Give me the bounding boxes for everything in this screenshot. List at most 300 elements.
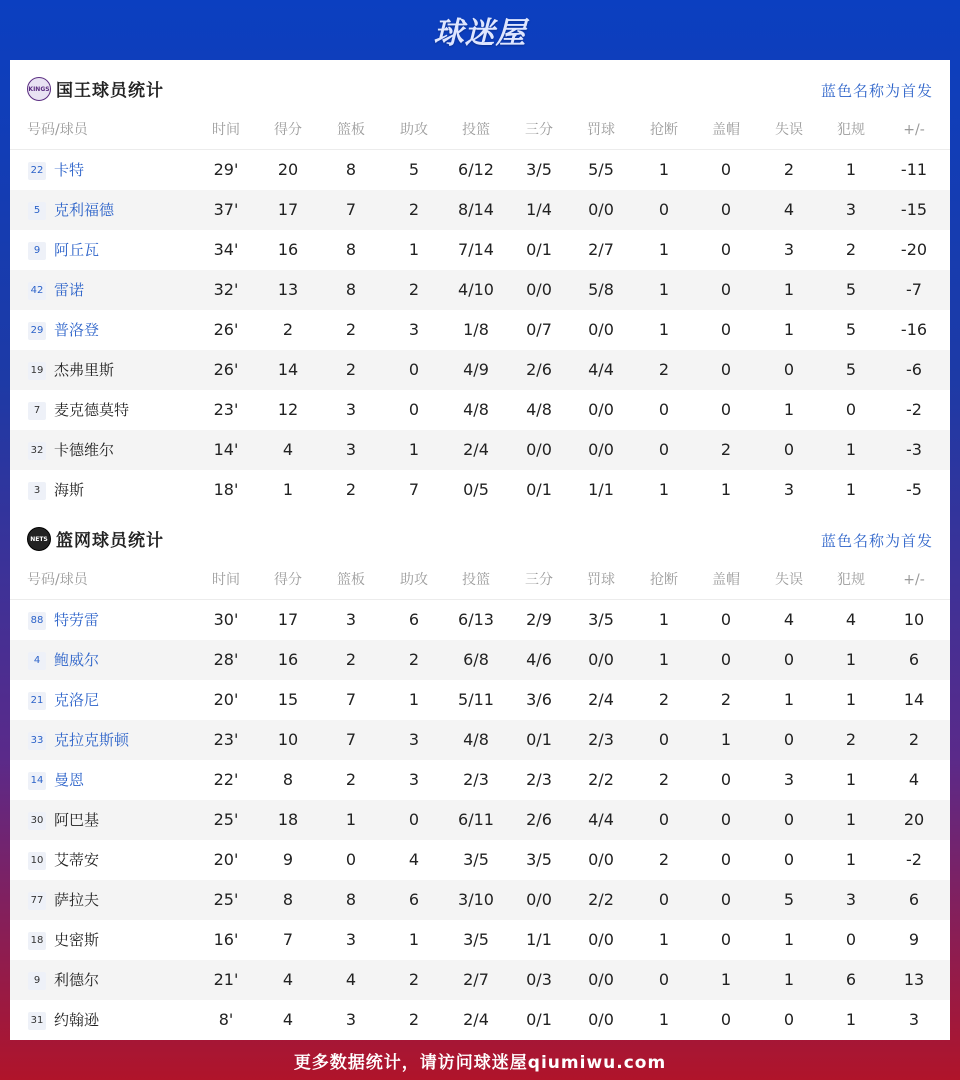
- stat-cell: 0: [720, 160, 732, 179]
- stat-cell: 1: [720, 730, 732, 749]
- stat-cell: 0/5: [463, 480, 489, 499]
- stat-cell: 0/1: [526, 730, 552, 749]
- stat-cell: 21': [213, 970, 239, 989]
- table-row[interactable]: [10, 960, 950, 1000]
- stat-cell: 2/3: [588, 730, 614, 749]
- table-row[interactable]: [10, 760, 950, 800]
- stat-cell: 1: [408, 240, 420, 259]
- stat-cell: 4/9: [463, 360, 489, 379]
- column-header: 时间: [212, 572, 240, 588]
- stat-cell: 1: [845, 440, 857, 459]
- stat-cell: 1: [845, 160, 857, 179]
- stat-cell: 26': [213, 360, 239, 379]
- stat-cell: 6/12: [458, 160, 494, 179]
- stat-cell: 7: [345, 200, 357, 219]
- stat-cell: 3: [345, 400, 357, 419]
- table-header-row: [10, 560, 950, 600]
- stat-cell: 3/5: [588, 610, 614, 629]
- stat-cell: 1/4: [526, 200, 552, 219]
- jersey-number-badge: 3: [28, 482, 46, 500]
- stat-cell: 0: [658, 810, 670, 829]
- stat-cell: 32': [213, 280, 239, 299]
- stat-cell: 0: [408, 360, 420, 379]
- player-name[interactable]: 普洛登: [54, 321, 100, 339]
- jersey-number-badge: 29: [28, 322, 46, 340]
- stat-cell: 1: [408, 440, 420, 459]
- stat-cell: 5: [845, 320, 857, 339]
- stat-cell: 18: [277, 810, 299, 829]
- stat-cell: 2: [845, 730, 857, 749]
- stat-cell: 2: [658, 690, 670, 709]
- stat-cell: 8: [282, 770, 294, 789]
- stat-cell: 2: [658, 770, 670, 789]
- stat-cell: 2/2: [588, 890, 614, 909]
- stat-cell: 10: [903, 610, 925, 629]
- table-header-row: [10, 110, 950, 150]
- player-name[interactable]: 鲍威尔: [54, 651, 100, 669]
- stat-cell: 3: [345, 440, 357, 459]
- stat-cell: 1: [783, 970, 795, 989]
- stat-cell: 1: [658, 280, 670, 299]
- stat-cell: 4/4: [588, 360, 614, 379]
- stat-cell: 0: [408, 810, 420, 829]
- stat-cell: 3: [783, 240, 795, 259]
- column-header: 犯规: [837, 122, 865, 138]
- player-name[interactable]: 雷诺: [54, 281, 85, 299]
- stat-cell: 13: [903, 970, 925, 989]
- stat-cell: 1: [720, 970, 732, 989]
- section-title-bar: [10, 60, 950, 110]
- stat-cell: 5: [845, 360, 857, 379]
- stat-cell: 1: [658, 610, 670, 629]
- player-name[interactable]: 特劳雷: [54, 611, 100, 629]
- column-header: 得分: [274, 572, 302, 588]
- stat-cell: 26': [213, 320, 239, 339]
- stat-cell: 3: [845, 890, 857, 909]
- stat-cell: 6/11: [458, 810, 494, 829]
- stat-cell: 4: [282, 970, 294, 989]
- table-row[interactable]: [10, 840, 950, 880]
- stat-cell: 15: [277, 690, 299, 709]
- stat-cell: 23': [213, 400, 239, 419]
- brand-logo: 球迷屋: [433, 16, 527, 51]
- table-row[interactable]: [10, 350, 950, 390]
- player-name[interactable]: 阿巴基: [54, 811, 100, 829]
- stat-cell: 1: [658, 480, 670, 499]
- stat-cell: 4/8: [463, 400, 489, 419]
- player-name[interactable]: 克洛尼: [54, 691, 100, 709]
- starter-note: 蓝色名称为首发: [820, 532, 933, 550]
- stat-cell: -11: [900, 160, 928, 179]
- stats-panel: [10, 60, 950, 1040]
- column-header: 助攻: [400, 122, 428, 138]
- stat-cell: 1: [658, 240, 670, 259]
- stat-cell: 1: [845, 650, 857, 669]
- jersey-number-cell: [27, 430, 47, 470]
- stat-cell: 2: [345, 320, 357, 339]
- stat-cell: 4/8: [463, 730, 489, 749]
- jersey-number-badge: 9: [28, 972, 46, 990]
- stat-cell: 16': [213, 930, 239, 949]
- stat-cell: 28': [213, 650, 239, 669]
- stat-cell: 1: [658, 320, 670, 339]
- stat-cell: 7/14: [458, 240, 494, 259]
- stat-cell: 2: [408, 1010, 420, 1029]
- stat-cell: -20: [900, 240, 928, 259]
- stat-cell: 6/8: [463, 650, 489, 669]
- stat-cell: 0/0: [588, 930, 614, 949]
- jersey-number-cell: [27, 600, 47, 640]
- stat-cell: 8: [345, 160, 357, 179]
- stat-cell: 1: [783, 320, 795, 339]
- stat-cell: 0/0: [588, 200, 614, 219]
- stat-cell: 0: [845, 930, 857, 949]
- stat-cell: 0/0: [526, 440, 552, 459]
- table-row[interactable]: [10, 880, 950, 920]
- stat-cell: 4: [282, 1010, 294, 1029]
- table-row[interactable]: [10, 430, 950, 470]
- stat-cell: 9: [908, 930, 920, 949]
- stat-cell: 17: [277, 610, 299, 629]
- jersey-number-badge: 88: [28, 612, 46, 630]
- column-header: +/-: [903, 572, 925, 588]
- stat-cell: 23': [213, 730, 239, 749]
- jersey-number-badge: 22: [28, 162, 46, 180]
- table-row[interactable]: [10, 680, 950, 720]
- jersey-number-badge: 30: [28, 812, 46, 830]
- stat-cell: 2: [408, 650, 420, 669]
- stat-cell: 1: [408, 690, 420, 709]
- stat-cell: 3: [908, 1010, 920, 1029]
- table-row[interactable]: [10, 600, 950, 640]
- stat-cell: 0: [658, 400, 670, 419]
- stat-cell: 0/0: [588, 650, 614, 669]
- stat-cell: 5/11: [458, 690, 494, 709]
- stat-cell: 1: [658, 930, 670, 949]
- footer-link-text[interactable]: 更多数据统计，请访问球迷屋qiumiwu.com: [293, 1052, 667, 1073]
- stat-cell: 37': [213, 200, 239, 219]
- stat-cell: 1: [408, 930, 420, 949]
- stat-cell: 1: [658, 650, 670, 669]
- player-name[interactable]: 艾蒂安: [54, 851, 100, 869]
- stat-cell: -2: [906, 850, 922, 869]
- stat-cell: 8/14: [458, 200, 494, 219]
- jersey-number-cell: [27, 960, 47, 1000]
- stat-cell: 4: [783, 200, 795, 219]
- stat-cell: 22': [213, 770, 239, 789]
- column-header: 助攻: [400, 572, 428, 588]
- stat-cell: 1: [282, 480, 294, 499]
- column-header: 盖帽: [712, 122, 740, 138]
- table-row[interactable]: [10, 1000, 950, 1040]
- stat-cell: 2: [720, 690, 732, 709]
- stat-cell: 3: [345, 610, 357, 629]
- stat-cell: 7: [282, 930, 294, 949]
- stat-cell: 6: [908, 890, 920, 909]
- stat-cell: 1: [845, 770, 857, 789]
- stat-cell: 0: [658, 890, 670, 909]
- stat-cell: 2/3: [526, 770, 552, 789]
- stat-cell: 14': [213, 440, 239, 459]
- column-header: 失误: [775, 572, 803, 588]
- stat-cell: 1: [658, 160, 670, 179]
- stat-cell: -2: [906, 400, 922, 419]
- stat-cell: 2/4: [588, 690, 614, 709]
- stat-cell: 5: [783, 890, 795, 909]
- stat-cell: 0/0: [588, 1010, 614, 1029]
- stat-cell: 7: [408, 480, 420, 499]
- jersey-number-badge: 7: [28, 402, 46, 420]
- stat-cell: 3/6: [526, 690, 552, 709]
- stat-cell: 2: [408, 280, 420, 299]
- jersey-number-cell: [27, 310, 47, 350]
- stat-cell: 8: [345, 240, 357, 259]
- stat-cell: 0: [658, 200, 670, 219]
- stat-cell: -5: [906, 480, 922, 499]
- table-row[interactable]: [10, 800, 950, 840]
- stat-cell: 2/2: [588, 770, 614, 789]
- stat-cell: 3/10: [458, 890, 494, 909]
- column-header: 罚球: [587, 572, 615, 588]
- stat-cell: 0: [658, 970, 670, 989]
- stat-cell: 5: [845, 280, 857, 299]
- footer-banner: [0, 1040, 960, 1080]
- table-row[interactable]: [10, 390, 950, 430]
- stat-cell: 18': [213, 480, 239, 499]
- jersey-number-cell: [27, 880, 47, 920]
- stat-cell: 2: [783, 160, 795, 179]
- jersey-number-cell: [27, 270, 47, 310]
- section-title: 国王球员统计: [56, 81, 164, 101]
- stat-cell: 1: [783, 280, 795, 299]
- stat-cell: 3: [408, 320, 420, 339]
- jersey-number-badge: 77: [28, 892, 46, 910]
- stat-cell: 25': [213, 810, 239, 829]
- stat-cell: 0/1: [526, 480, 552, 499]
- stat-cell: 34': [213, 240, 239, 259]
- stat-cell: 0/0: [526, 890, 552, 909]
- column-header: 投篮: [462, 572, 490, 588]
- stat-cell: 2: [282, 320, 294, 339]
- stat-cell: 0/7: [526, 320, 552, 339]
- column-header: 号码/球员: [27, 572, 88, 588]
- column-header: 盖帽: [712, 572, 740, 588]
- stat-cell: 2: [345, 480, 357, 499]
- stat-cell: 13: [277, 280, 299, 299]
- table-row[interactable]: [10, 920, 950, 960]
- stat-cell: 3/5: [463, 850, 489, 869]
- stat-cell: 0: [783, 360, 795, 379]
- stat-cell: 0: [720, 930, 732, 949]
- table-row[interactable]: [10, 150, 950, 190]
- stat-cell: 3: [408, 770, 420, 789]
- stat-cell: 2: [408, 970, 420, 989]
- stat-cell: 20': [213, 850, 239, 869]
- stat-cell: 0: [783, 650, 795, 669]
- stat-cell: 2/4: [463, 1010, 489, 1029]
- stat-cell: 1: [783, 930, 795, 949]
- stat-cell: 1: [783, 690, 795, 709]
- stat-cell: 0: [783, 730, 795, 749]
- stat-cell: 5/5: [588, 160, 614, 179]
- table-row[interactable]: [10, 190, 950, 230]
- stat-cell: 2: [658, 360, 670, 379]
- stat-cell: 6: [408, 890, 420, 909]
- stat-cell: 9: [282, 850, 294, 869]
- player-name[interactable]: 史密斯: [54, 931, 100, 949]
- nets-logo-icon: NETS: [27, 527, 51, 551]
- stat-cell: -3: [906, 440, 922, 459]
- stat-cell: 4/10: [458, 280, 494, 299]
- jersey-number-badge: 10: [28, 852, 46, 870]
- player-name[interactable]: 卡德维尔: [54, 441, 115, 459]
- table-row[interactable]: [10, 470, 950, 510]
- stat-cell: 0/0: [588, 440, 614, 459]
- stat-cell: 17: [277, 200, 299, 219]
- stat-cell: 2: [658, 850, 670, 869]
- table-row[interactable]: [10, 720, 950, 760]
- stat-cell: 0: [720, 400, 732, 419]
- stat-cell: 3: [783, 770, 795, 789]
- stat-cell: 0/0: [588, 850, 614, 869]
- section-title-bar: [10, 510, 950, 560]
- starter-note: 蓝色名称为首发: [820, 82, 933, 100]
- stat-cell: 3: [345, 930, 357, 949]
- player-name[interactable]: 卡特: [54, 161, 85, 179]
- jersey-number-badge: 21: [28, 692, 46, 710]
- stat-cell: 2: [408, 200, 420, 219]
- stat-cell: 4: [783, 610, 795, 629]
- column-header: 犯规: [837, 572, 865, 588]
- stat-cell: 2/7: [588, 240, 614, 259]
- stat-cell: 12: [277, 400, 299, 419]
- stat-cell: 0: [720, 850, 732, 869]
- stat-cell: 29': [213, 160, 239, 179]
- stat-cell: 0: [783, 1010, 795, 1029]
- stat-cell: 1: [658, 1010, 670, 1029]
- jersey-number-badge: 32: [28, 442, 46, 460]
- stat-cell: 2: [908, 730, 920, 749]
- jersey-number-cell: [27, 230, 47, 270]
- stat-cell: 1: [783, 400, 795, 419]
- stat-cell: 0: [720, 650, 732, 669]
- stat-cell: 0: [720, 810, 732, 829]
- stat-cell: 1/8: [463, 320, 489, 339]
- stat-cell: 3: [783, 480, 795, 499]
- stat-cell: 4: [408, 850, 420, 869]
- stat-cell: 2/3: [463, 770, 489, 789]
- stat-cell: 0/1: [526, 1010, 552, 1029]
- jersey-number-badge: 5: [28, 202, 46, 220]
- stat-cell: 0: [783, 850, 795, 869]
- table-row[interactable]: [10, 270, 950, 310]
- stat-cell: 6/13: [458, 610, 494, 629]
- stat-cell: 2/7: [463, 970, 489, 989]
- stat-cell: 8: [345, 890, 357, 909]
- column-header: 号码/球员: [27, 122, 88, 138]
- player-name[interactable]: 阿丘瓦: [54, 241, 100, 259]
- jersey-number-badge: 18: [28, 932, 46, 950]
- stat-cell: 20: [903, 810, 925, 829]
- jersey-number-cell: [27, 350, 47, 390]
- stat-cell: 10: [277, 730, 299, 749]
- stat-cell: 7: [345, 690, 357, 709]
- stat-cell: 5: [408, 160, 420, 179]
- stat-cell: 25': [213, 890, 239, 909]
- stat-cell: 0: [720, 240, 732, 259]
- stat-cell: -7: [906, 280, 922, 299]
- stat-cell: 30': [213, 610, 239, 629]
- stat-cell: 1: [845, 850, 857, 869]
- table-row[interactable]: [10, 230, 950, 270]
- stat-cell: 2/4: [463, 440, 489, 459]
- stat-cell: 14: [277, 360, 299, 379]
- table-row[interactable]: [10, 310, 950, 350]
- stat-cell: 1: [720, 480, 732, 499]
- jersey-number-badge: 31: [28, 1012, 46, 1030]
- stat-cell: 0: [720, 200, 732, 219]
- jersey-number-badge: 19: [28, 362, 46, 380]
- table-row[interactable]: [10, 640, 950, 680]
- player-name[interactable]: 麦克德莫特: [54, 401, 130, 419]
- stat-cell: 2/6: [526, 810, 552, 829]
- column-header: +/-: [903, 122, 925, 138]
- stat-cell: 0: [720, 280, 732, 299]
- stat-cell: 0/0: [588, 400, 614, 419]
- stat-cell: 2: [345, 360, 357, 379]
- player-name[interactable]: 萨拉夫: [54, 891, 100, 909]
- stat-cell: 0/1: [526, 240, 552, 259]
- stat-cell: 5/8: [588, 280, 614, 299]
- jersey-number-badge: 4: [28, 652, 46, 670]
- stat-cell: 1: [845, 480, 857, 499]
- stat-cell: 0/0: [588, 970, 614, 989]
- player-name[interactable]: 杰弗里斯: [54, 361, 115, 379]
- stat-cell: 20': [213, 690, 239, 709]
- column-header: 时间: [212, 122, 240, 138]
- stat-cell: 1: [345, 810, 357, 829]
- player-name[interactable]: 海斯: [54, 481, 85, 499]
- stat-cell: 6: [908, 650, 920, 669]
- player-name[interactable]: 克利福德: [54, 201, 115, 219]
- column-header: 抢断: [650, 572, 678, 588]
- jersey-number-cell: [27, 470, 47, 510]
- player-name[interactable]: 曼恩: [54, 771, 85, 789]
- stat-cell: 4: [345, 970, 357, 989]
- stat-cell: 4/6: [526, 650, 552, 669]
- stat-cell: 4: [908, 770, 920, 789]
- stat-cell: 1: [845, 1010, 857, 1029]
- stat-cell: -15: [900, 200, 928, 219]
- column-header: 三分: [525, 572, 553, 588]
- player-name[interactable]: 克拉克斯顿: [54, 731, 130, 749]
- stat-cell: 16: [277, 240, 299, 259]
- jersey-number-cell: [27, 760, 47, 800]
- stat-cell: 0: [345, 850, 357, 869]
- column-header: 篮板: [337, 572, 365, 588]
- stat-cell: -6: [906, 360, 922, 379]
- stat-cell: 0: [720, 320, 732, 339]
- stat-cell: 2: [720, 440, 732, 459]
- stat-cell: 0: [783, 810, 795, 829]
- stat-cell: 0: [658, 440, 670, 459]
- player-name[interactable]: 利德尔: [54, 971, 100, 989]
- stat-cell: 20: [277, 160, 299, 179]
- player-name[interactable]: 约翰逊: [54, 1011, 100, 1029]
- column-header: 投篮: [462, 122, 490, 138]
- stat-cell: 2/6: [526, 360, 552, 379]
- column-header: 失误: [775, 122, 803, 138]
